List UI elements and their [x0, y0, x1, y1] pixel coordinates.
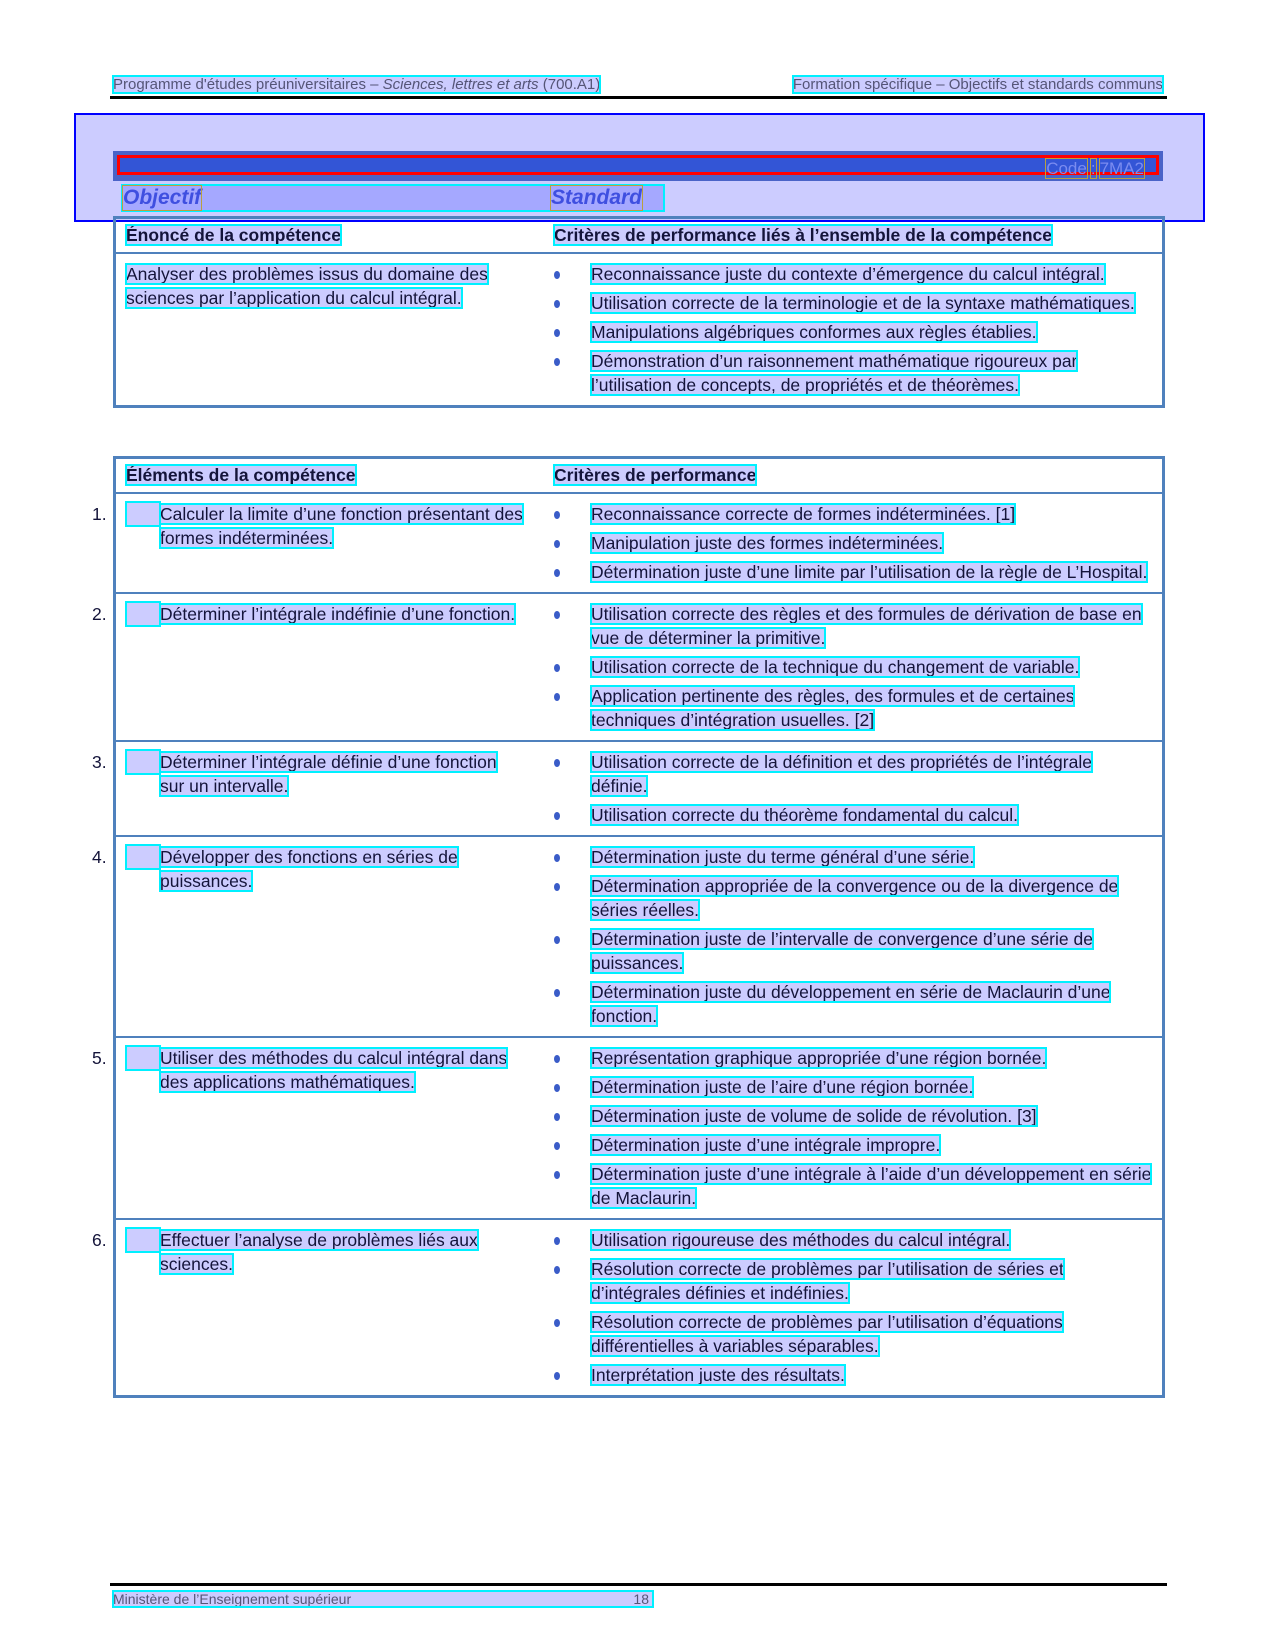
criterion-text: Utilisation correcte du théorème fondamental du calcul. — [591, 805, 1019, 825]
criterion-item — [554, 1162, 1152, 1210]
bullet-icon — [554, 540, 560, 548]
bullet-icon — [554, 693, 560, 701]
criterion-item — [554, 1104, 1152, 1128]
criterion-text: Démonstration d’un raisonnement mathématique rigoureux par l’utilisation de concepts, de propriétés et de théorèmes. — [591, 351, 1078, 395]
bullet-icon — [554, 611, 560, 619]
bullet-icon — [554, 854, 560, 862]
criterion-text: Détermination juste du terme général d’une série. — [591, 847, 975, 867]
criterion-item — [554, 684, 1152, 732]
criterion-text: Reconnaissance correcte de formes indéterminées. [1] — [591, 504, 1016, 524]
criterion-item — [554, 1046, 1152, 1070]
criterion-item — [554, 531, 1152, 555]
objectif-label: Objectif — [123, 186, 202, 209]
criterion-text: Détermination juste de l’aire d’une région bornée. — [591, 1077, 974, 1097]
header-program: Programme d'études préuniversitaires – — [113, 76, 383, 93]
bullet-icon — [554, 936, 560, 944]
criterion-item — [554, 1133, 1152, 1157]
column-header-global-criteria: Critères de performance liés à l’ensemble de la compétence — [554, 225, 1052, 245]
criterion-item — [554, 320, 1152, 344]
bullet-icon — [554, 271, 560, 279]
competence-statement-table — [113, 216, 1165, 408]
competence-element-row — [115, 836, 1164, 1037]
criterion-text: Résolution correcte de problèmes par l’utilisation de séries et d’intégrales définies et indéfinies. — [591, 1259, 1064, 1303]
code-bar-highlight — [117, 155, 1159, 178]
criteria-list — [554, 750, 1152, 827]
criterion-text: Utilisation correcte de la définition et des propriétés de l’intégrale définie. — [591, 752, 1092, 796]
criterion-item — [554, 845, 1152, 869]
criteria-list — [554, 1228, 1152, 1387]
criterion-item — [554, 1310, 1152, 1358]
column-header-statement: Énoncé de la compétence — [126, 225, 341, 245]
criterion-text: Représentation graphique appropriée d’une région bornée. — [591, 1048, 1047, 1068]
criterion-text: Détermination juste d’une limite par l’utilisation de la règle de L’Hospital. — [591, 562, 1148, 582]
criteria-list — [554, 1046, 1152, 1210]
bullet-icon — [554, 1055, 560, 1063]
criterion-item — [554, 803, 1152, 827]
bullet-icon — [554, 1084, 560, 1092]
criteria-list — [554, 845, 1152, 1028]
element-number: 3. — [126, 750, 160, 774]
code-separator: : — [1090, 159, 1096, 178]
competence-element-row — [115, 741, 1164, 836]
criterion-item — [554, 874, 1152, 922]
code-label: Code — [1046, 159, 1087, 178]
criterion-item — [554, 980, 1152, 1028]
criterion-text: Application pertinente des règles, des formules et de certaines techniques d’intégration usuelles. [2] — [591, 686, 1075, 730]
criterion-item — [554, 1363, 1152, 1387]
criterion-item — [554, 1075, 1152, 1099]
footer-ministry: Ministère de l’Enseignement supérieur — [113, 1591, 352, 1607]
element-text: Calculer la limite d’une fonction présentant des formes indéterminées. — [160, 504, 523, 548]
criterion-text: Utilisation correcte de la terminologie et de la syntaxe mathématiques. — [591, 293, 1135, 313]
criterion-text: Reconnaissance juste du contexte d’émergence du calcul intégral. — [591, 264, 1105, 284]
criterion-item — [554, 349, 1152, 397]
code-bar — [113, 151, 1163, 181]
page-number: 18 — [633, 1591, 649, 1607]
element-text: Utiliser des méthodes du calcul intégral dans des applications mathématiques. — [160, 1048, 508, 1092]
element-text: Déterminer l’intégrale indéfinie d’une fonction. — [160, 604, 516, 624]
standard-label: Standard — [551, 186, 643, 209]
running-header-left — [113, 76, 600, 93]
element-number: 6. — [126, 1228, 160, 1252]
bullet-icon — [554, 358, 560, 366]
criterion-text: Utilisation correcte des règles et des formules de dérivation de base en vue de déterminer la primitive. — [591, 604, 1142, 648]
bullet-icon — [554, 1319, 560, 1327]
competence-element-row — [115, 493, 1164, 593]
criterion-item — [554, 655, 1152, 679]
header-rule — [110, 96, 1167, 99]
criterion-text: Détermination juste de volume de solide de révolution. [3] — [591, 1106, 1037, 1126]
criterion-item — [554, 502, 1152, 526]
competence-statement: Analyser des problèmes issus du domaine des sciences par l’application du calcul intégral. — [126, 264, 488, 308]
global-criteria-list — [554, 262, 1152, 397]
element-text: Déterminer l’intégrale définie d’une fonction sur un intervalle. — [160, 752, 497, 796]
bullet-icon — [554, 511, 560, 519]
criterion-item — [554, 750, 1152, 798]
bullet-icon — [554, 1113, 560, 1121]
criterion-item — [554, 560, 1152, 584]
bullet-icon — [554, 664, 560, 672]
bullet-icon — [554, 812, 560, 820]
criterion-item — [554, 927, 1152, 975]
criterion-text: Détermination juste d’une intégrale impropre. — [591, 1135, 941, 1155]
competence-element-row — [115, 1037, 1164, 1219]
competency-code — [1042, 159, 1144, 179]
criterion-item — [554, 291, 1152, 315]
criterion-item — [554, 1228, 1152, 1252]
footer-rule — [110, 1583, 1167, 1586]
bullet-icon — [554, 300, 560, 308]
element-number: 4. — [126, 845, 160, 869]
competence-element-row — [115, 1219, 1164, 1397]
competence-elements-table — [92, 456, 1165, 1398]
bullet-icon — [554, 883, 560, 891]
bullet-icon — [554, 989, 560, 997]
criterion-text: Détermination juste du développement en série de Maclaurin d’une fonction. — [591, 982, 1111, 1026]
bullet-icon — [554, 1237, 560, 1245]
criterion-text: Manipulation juste des formes indéterminées. — [591, 533, 944, 553]
criterion-text: Détermination appropriée de la convergence ou de la divergence de séries réelles. — [591, 876, 1119, 920]
column-header-elements: Éléments de la compétence — [126, 465, 356, 485]
criteria-list — [554, 602, 1152, 732]
bullet-icon — [554, 329, 560, 337]
element-number: 2. — [126, 602, 160, 626]
criterion-text: Détermination juste d’une intégrale à l’aide d’un développement en série de Maclaurin. — [591, 1164, 1152, 1208]
criterion-item — [554, 602, 1152, 650]
criterion-item — [554, 262, 1152, 286]
bullet-icon — [554, 1171, 560, 1179]
criterion-text: Manipulations algébriques conformes aux règles établies. — [591, 322, 1037, 342]
bullet-icon — [554, 1142, 560, 1150]
element-text: Développer des fonctions en séries de puissances. — [160, 847, 458, 891]
column-header-criteria: Critères de performance — [554, 465, 757, 485]
element-text: Effectuer l’analyse de problèmes liés aux sciences. — [160, 1230, 478, 1274]
criterion-text: Utilisation correcte de la technique du changement de variable. — [591, 657, 1080, 677]
bullet-icon — [554, 1266, 560, 1274]
bullet-icon — [554, 569, 560, 577]
running-header-right: Formation spécifique – Objectifs et standards communs — [792, 76, 1163, 93]
bullet-icon — [554, 1372, 560, 1380]
page-footer — [113, 1591, 653, 1607]
header-program-code: (700.A1) — [538, 76, 601, 93]
criterion-text: Résolution correcte de problèmes par l’utilisation d’équations différentielles à variables séparables. — [591, 1312, 1063, 1356]
competence-element-row — [115, 593, 1164, 741]
element-number: 5. — [126, 1046, 160, 1070]
code-value: 7MA2 — [1099, 159, 1144, 178]
criterion-item — [554, 1257, 1152, 1305]
criterion-text: Interprétation juste des résultats. — [591, 1365, 845, 1385]
criteria-list — [554, 502, 1152, 584]
element-number: 1. — [126, 502, 160, 526]
criterion-text: Détermination juste de l’intervalle de convergence d’une série de puissances. — [591, 929, 1093, 973]
bullet-icon — [554, 759, 560, 767]
header-program-title: Sciences, lettres et arts — [382, 76, 539, 93]
criterion-text: Utilisation rigoureuse des méthodes du calcul intégral. — [591, 1230, 1011, 1250]
